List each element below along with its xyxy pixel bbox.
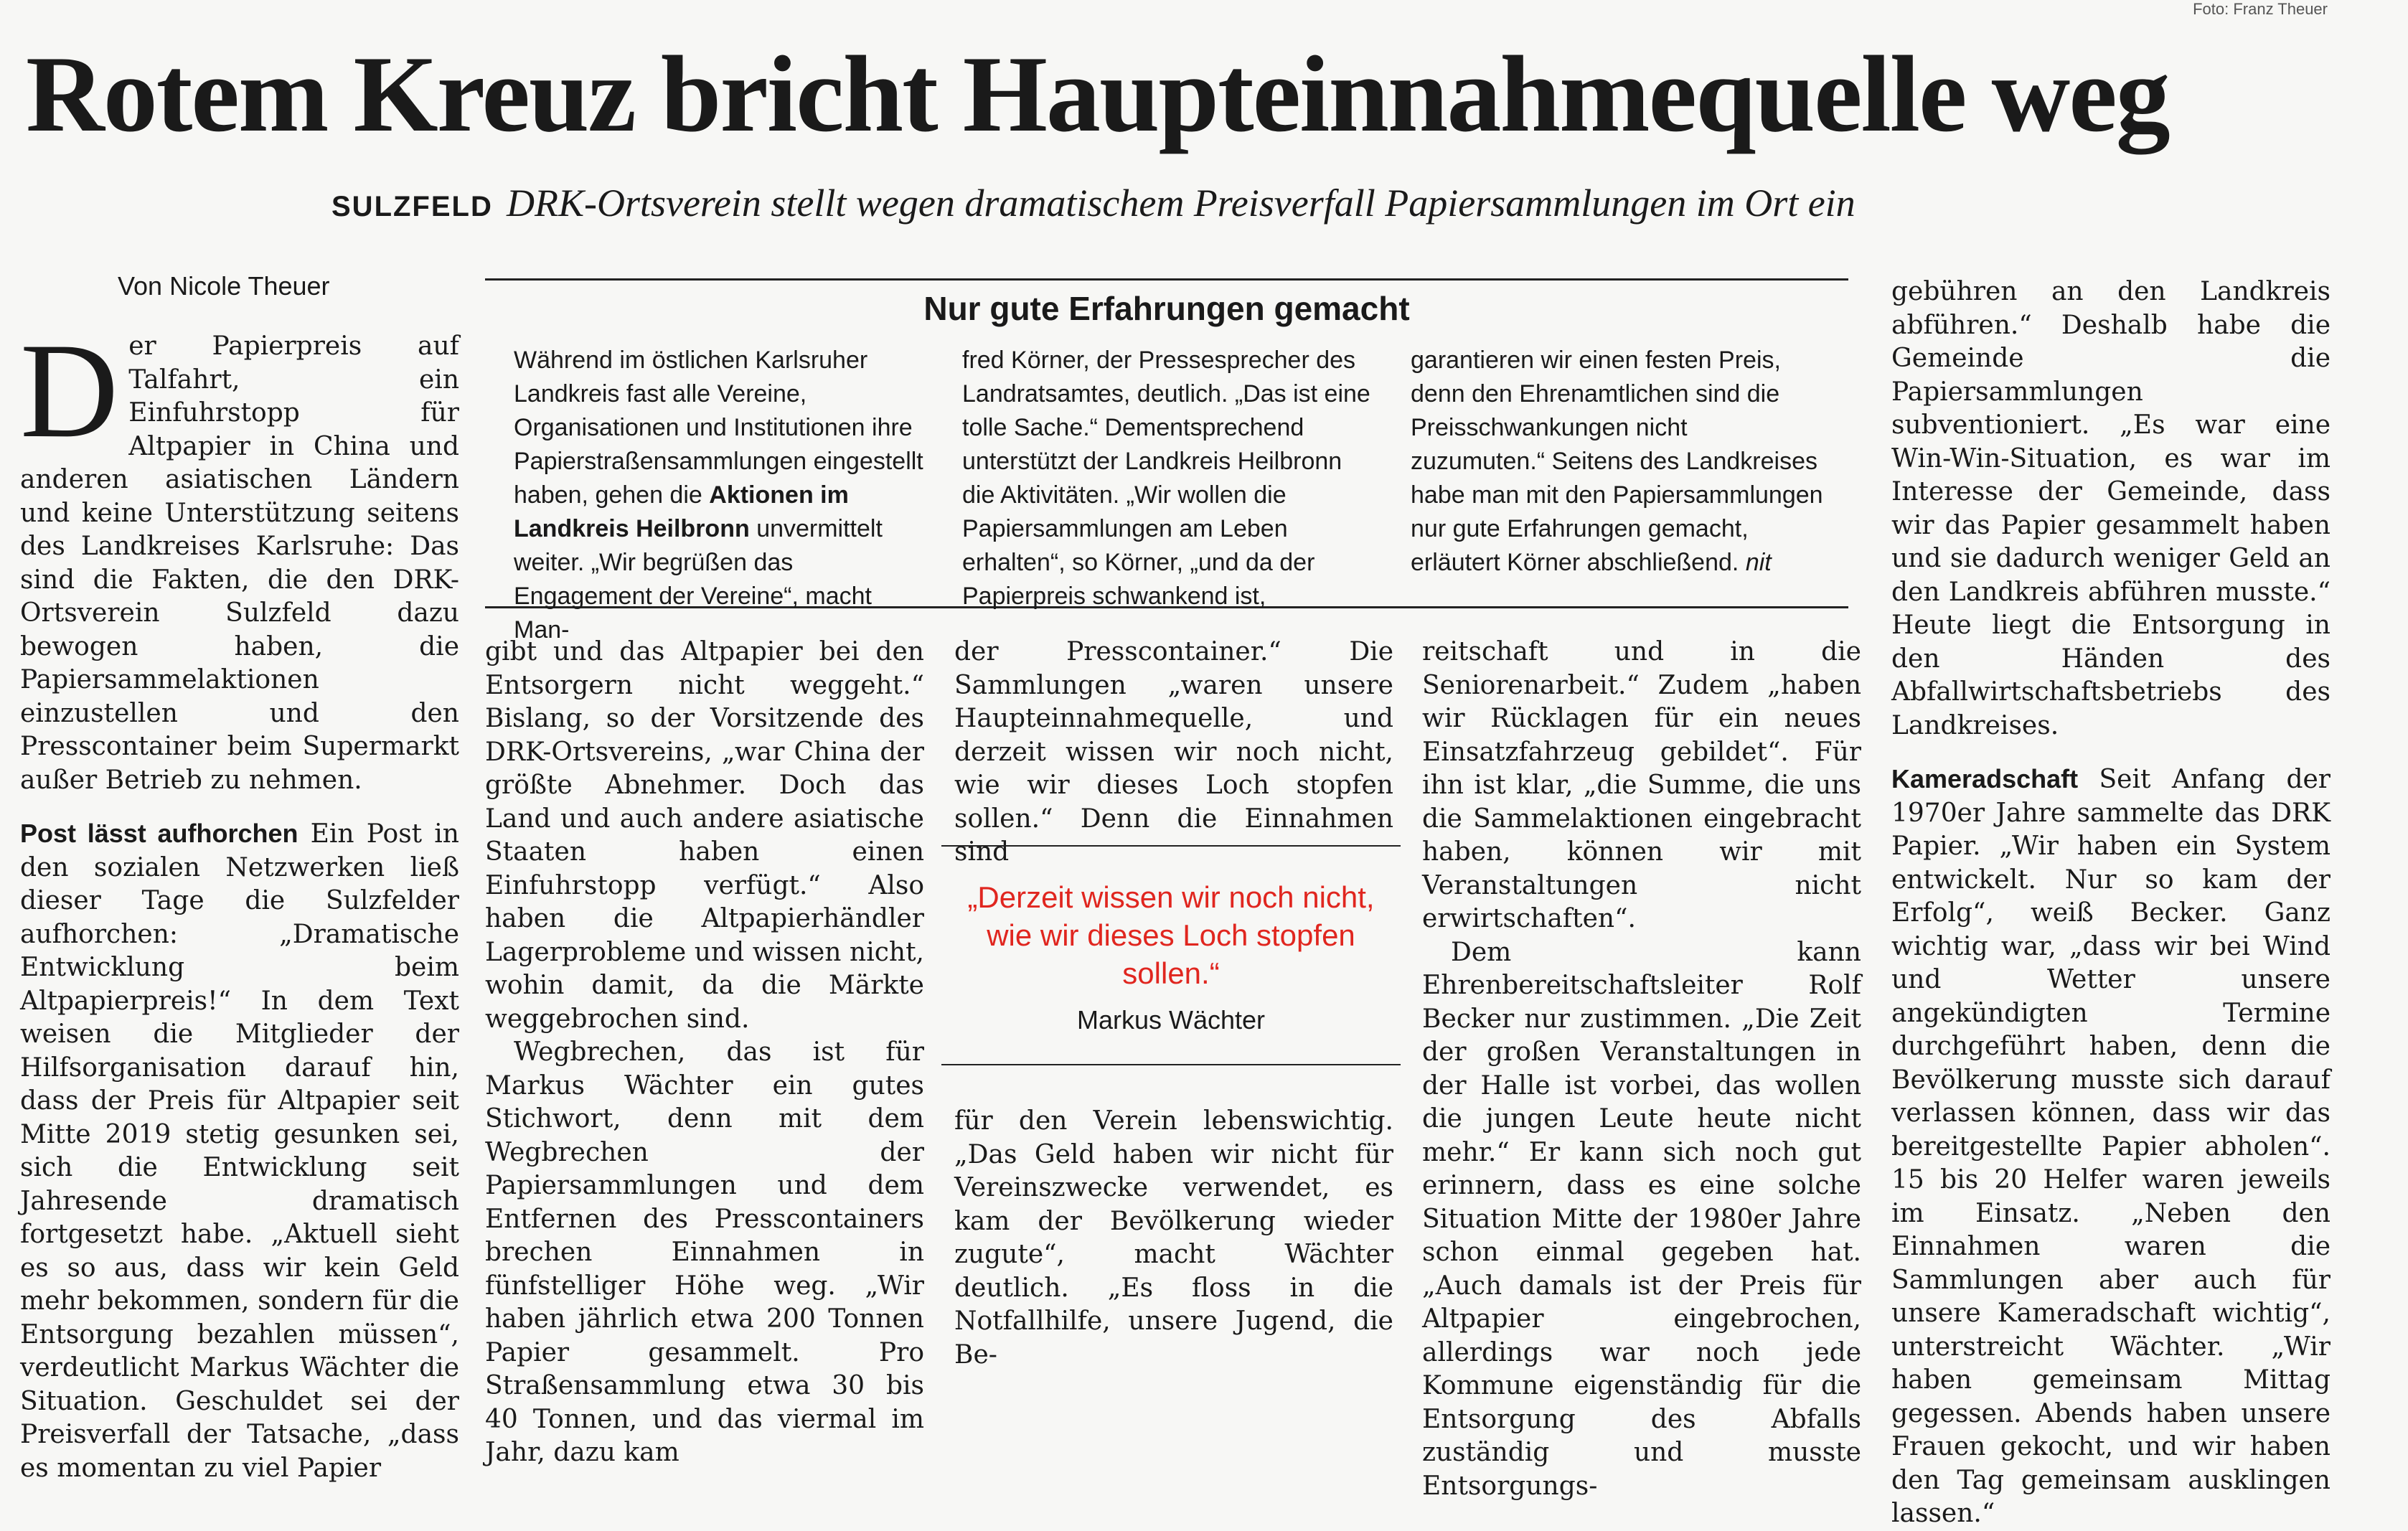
paragraph: gebühren an den Landkreis abführen.“ Deshalb habe die Gemeinde die Papiersammlungen subventioniert. „Es war eine Win-Win-Situation, es war im Interesse der Gemeinde, dass wir das Papier gesammelt haben und sie dadurch weniger Geld an den Landkreis abführen musste.“ Heute liegt die Entsorgung in den Händen des Abfallwirtschaftsbetriebs des Landkreises. xyxy=(1891,277,2331,740)
article-column-4 xyxy=(1422,636,1861,1503)
deck-text: DRK-Ortsverein stellt wegen dramatischem Preisverfall Papiersammlungen im Ort ein xyxy=(506,182,1856,225)
info-box-text xyxy=(1411,344,1827,580)
paragraph: Dem kann Ehrenbereitschaftsleiter Rolf Becker nur zustimmen. „Die Zeit der großen Veranstaltungen in der Halle ist vorbei, das wollen die jungen Leute heute nicht mehr.“ Er kann sich noch gut erinnern, dass es eine solche Situation Mitte der 1980er Jahre schon einmal gegeben hat. „Auch damals ist der Preis für Altpapier eingebrochen, allerdings war noch jede Kommune eigenständig für die Entsorgung des Abfalls zuständig und musste Entsorgungs- xyxy=(1422,937,1861,1501)
info-box-column-3 xyxy=(1411,344,1827,580)
section-lead-in: Kameradschaft xyxy=(1891,764,2079,793)
pull-quote-text: „Derzeit wissen wir noch nicht, wie wir dieses Loch stopfen sollen.“ xyxy=(967,880,1375,990)
location-kicker: SULZFELD xyxy=(331,191,493,222)
paragraph: für den Verein lebenswichtig. „Das Geld haben wir nicht für Vereinszwecke verwendet, es kam der Bevölkerung wieder zugute“, macht Wächter deutlich. „Es floss in die Notfallhilfe, unsere Jugend, die Be- xyxy=(954,1106,1393,1370)
photo-credit: Foto: Franz Theuer xyxy=(2193,0,2328,18)
info-box-title: Nur gute Erfahrungen gemacht xyxy=(923,290,1410,327)
paragraph: der Presscontainer.“ Die Sammlungen „waren unsere Haupteinnahmequelle, und derzeit wissen wir noch nicht, wie wir dieses Loch stopfen sollen.“ Denn die Einnahmen sind xyxy=(954,637,1393,867)
paragraph-text: Seit Anfang der 1970er Jahre sammelte das DRK Papier. „Wir haben ein System entwickelt. Nur so kam der Erfolg“, weiß Becker. Ganz wichtig war, „dass wir bei Wind und Wetter unsere angekündigten Termine durchgeführt haben, denn die Bevölkerung musste sich darauf verlassen können, dass wir das bereitgestellte Papier abholen“. 15 bis 20 Helfer waren jeweils im Einsatz. „Neben den Einnahmen waren die Sammlungen aber auch für unsere Kameradschaft wichtig“, unterstreicht Wächter. „Wir haben gemeinsam Mittag gegessen. Abends haben unsere Frauen gekocht, und wir haben den Tag gemeinsam ausklingen lassen.“ xyxy=(1891,765,2331,1528)
headline: Rotem Kreuz bricht Haupteinnahmequelle weg xyxy=(26,34,2169,154)
paragraph: gibt und das Altpapier bei den Entsorgern nicht weggeht.“ Bislang, so der Vorsitzende des DRK-Ortsvereins, „war China der größte Abnehmer. Doch das Land und auch andere asiatische Staaten haben einen Einfuhrstopp verfügt.“ Also haben die Altpapierhändler Lagerprobleme und wissen nicht, wohin damit, da die Märkte weggebrochen sind. xyxy=(485,637,924,1034)
pull-quote-author: Markus Wächter xyxy=(1076,1005,1266,1035)
info-box-text-part: unvermittelt weiter. „Wir begrüßen das Engagement der Vereine“, macht Man- xyxy=(514,515,883,644)
info-box-text xyxy=(514,344,930,647)
paragraph-text: Ein Post in den sozialen Netzwerken ließ dieser Tage die Sulzfelder aufhorchen: „Dramatische Entwicklung beim Altpapierpreis!“ In dem Text weisen die Mitglieder der Hilfsorganisation darauf hin, dass der Preis für Altpapier seit Mitte 2019 stetig gesunken sei, sich die Entwicklung seit Jahresende dramatisch fortgesetzt habe. „Aktuell sieht es so aus, dass wir kein Geld mehr bekommen, sondern für die Entsorgung bezahlen müssen“, verdeutlicht Markus Wächter die Situation. Geschuldet sei der Preisverfall der Tatsache, „dass es momentan zu viel Papier xyxy=(20,819,459,1483)
byline: Von Nicole Theuer xyxy=(118,271,330,301)
drop-cap: D xyxy=(20,316,119,466)
pull-quote xyxy=(941,845,1401,1065)
article-column-3-continued xyxy=(954,1105,1393,1372)
author-signature: nit xyxy=(1745,549,1772,576)
section-lead-in: Post lässt aufhorchen xyxy=(20,819,298,848)
article-column-1 xyxy=(20,316,459,1485)
info-box-column-2 xyxy=(962,344,1378,613)
paragraph xyxy=(20,817,459,1485)
article-column-3 xyxy=(954,636,1393,870)
paragraph xyxy=(20,316,459,797)
info-box xyxy=(485,278,1848,644)
article-column-2 xyxy=(485,636,924,1470)
article-column-5 xyxy=(1891,275,2331,1531)
info-box-text-part: Während im östlichen Karlsruher Landkreis fast alle Vereine, Organisationen und Institutionen ihre Papierstraßensammlungen eingestellt haben, gehen die xyxy=(514,347,923,509)
info-box-column-1 xyxy=(514,344,930,647)
paragraph: reitschaft und in die Seniorenarbeit.“ Zudem „haben wir Rücklagen für ein neues Einsatzfahrzeug gebildet“. Für ihn ist klar, „die Summe, die uns die Sammelaktionen eingebracht haben, können wir mit Veranstaltungen nicht erwirtschaften“. xyxy=(1422,637,1861,933)
info-box-text: fred Körner, der Pressesprecher des Landratsamtes, deutlich. „Das ist eine tolle Sache.“ Dementsprechend unterstützt der Landkreis Heilbronn die Aktivitäten. „Wir wollen die Papiersammlungen am Leben erhalten“, so Körner, „und da der Papierpreis schwankend ist, xyxy=(962,347,1370,610)
paragraph xyxy=(1891,763,2331,1531)
paragraph: Wegbrechen, das ist für Markus Wächter ein gutes Stichwort, denn mit dem Wegbrechen der Papiersammlungen und dem Entfernen des Presscontainers brechen Einnahmen in fünfstelliger Höhe weg. „Wir haben jährlich etwa 200 Tonnen Papier gesammelt. Pro Straßensammlung etwa 30 bis 40 Tonnen, und das viermal im Jahr, dazu kam xyxy=(485,1037,924,1467)
subheadline xyxy=(331,181,1856,225)
paragraph-text: er Papierpreis auf Talfahrt, ein Einfuhrstopp für Altpapier in China und anderen asiatischen Ländern und keine Unterstützung seitens des Landkreises Karlsruhe: Das sind die Fakten, die den DRK-Ortsverein Sulzfeld dazu bewogen haben, die Papiersammelaktionen einzustellen und den Presscontainer beim Supermarkt außer Betrieb zu nehmen. xyxy=(20,331,459,795)
info-box-bold-text: Aktionen im Landkreis Heilbronn xyxy=(514,481,849,542)
info-box-text-part: garantieren wir einen festen Preis, denn den Ehrenamtlichen sind die Preisschwankungen nicht zuzumuten.“ Seitens des Landkreises habe man mit den Papiersammlungen nur gute Erfahrungen gemacht, erläutert Körner abschließend. xyxy=(1411,347,1823,576)
